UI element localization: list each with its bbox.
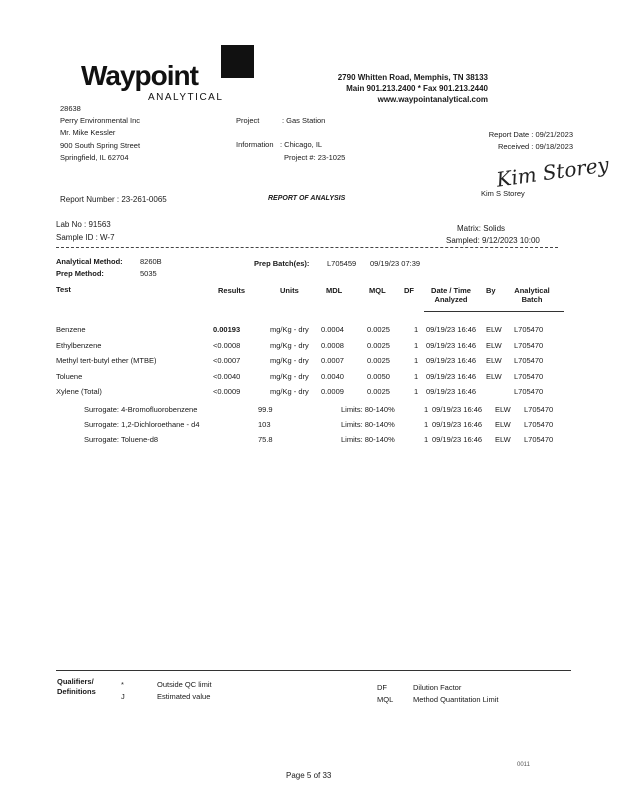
surrogate-by: ELW xyxy=(495,405,511,414)
surrogate-date: 09/19/23 16:46 xyxy=(432,420,483,429)
row-date: 09/19/23 16:46 xyxy=(426,371,477,381)
surrogate-df: 1 xyxy=(424,420,429,429)
page-stamp: 0011 xyxy=(517,762,530,768)
header-df: DF xyxy=(404,286,414,295)
qualifier-rule xyxy=(56,670,571,671)
row-result: <0.0009 xyxy=(213,387,241,396)
row-mql: 0.0050 xyxy=(367,371,390,381)
row-result: <0.0007 xyxy=(213,356,241,365)
prep-batch-date: 09/19/23 07:39 xyxy=(370,259,421,268)
qualifier-code: DF xyxy=(377,683,387,692)
row-batch: L705470 xyxy=(514,356,544,365)
client-street: 900 South Spring Street xyxy=(60,141,141,150)
project-name: : Gas Station xyxy=(282,116,326,125)
row-units: mg/Kg - dry xyxy=(270,387,309,396)
surrogate-date: 09/19/23 16:46 xyxy=(432,435,483,444)
row-test: Benzene xyxy=(56,325,86,334)
signature: Kim Storey xyxy=(494,152,611,192)
company-logo-subtitle: ANALYTICAL xyxy=(148,92,224,103)
qualifier-code: * xyxy=(121,680,124,689)
header-mql: MQL xyxy=(369,286,386,295)
row-result: <0.0008 xyxy=(213,340,241,350)
surrogate-batch: L705470 xyxy=(524,435,554,444)
report-date: Report Date : 09/21/2023 xyxy=(488,130,573,139)
client-city: Springfield, IL 62704 xyxy=(60,153,129,162)
surrogate-limits: Limits: 80-140% xyxy=(341,435,395,444)
row-df: 1 xyxy=(414,371,419,381)
header-by: By xyxy=(486,286,496,295)
row-by: ELW xyxy=(486,371,502,381)
surrogate-limits: Limits: 80-140% xyxy=(341,405,395,414)
surrogate-df: 1 xyxy=(424,435,429,444)
row-mql: 0.0025 xyxy=(367,387,390,396)
row-mdl: 0.0040 xyxy=(321,371,344,381)
sampled-date: Sampled: 9/12/2023 10:00 xyxy=(446,236,540,245)
row-batch: L705470 xyxy=(514,371,544,381)
lab-number: Lab No : 91563 xyxy=(56,220,111,229)
row-mdl: 0.0009 xyxy=(321,387,344,396)
row-mdl: 0.0008 xyxy=(321,340,344,350)
project-info: : Chicago, IL xyxy=(280,140,323,149)
signer-name: Kim S Storey xyxy=(481,189,525,198)
row-df: 1 xyxy=(414,356,419,365)
header-results: Results xyxy=(218,286,246,295)
row-date: 09/19/23 16:46 xyxy=(426,387,477,396)
row-result: 0.00193 xyxy=(213,325,241,334)
analytical-method-label: Analytical Method: xyxy=(56,257,123,266)
row-mdl: 0.0004 xyxy=(321,325,344,334)
row-mql: 0.0025 xyxy=(367,340,390,350)
company-logo: Waypoint xyxy=(81,60,198,91)
qualifier-code: MQL xyxy=(377,695,394,704)
lab-phone: Main 901.213.2400 * Fax 901.213.2440 xyxy=(346,84,488,93)
surrogate-name: Surrogate: 1,2-Dichloroethane - d4 xyxy=(84,420,200,429)
qualifier-desc: Method Quantitation Limit xyxy=(413,695,499,704)
row-df: 1 xyxy=(414,387,419,396)
project-info-label: Information xyxy=(236,140,274,149)
row-test: Ethylbenzene xyxy=(56,340,102,350)
row-date: 09/19/23 16:46 xyxy=(426,325,477,334)
row-batch: L705470 xyxy=(514,325,544,334)
row-test: Methyl tert-butyl ether (MTBE) xyxy=(56,356,157,365)
received-date: Received : 09/18/2023 xyxy=(497,142,573,151)
client-contact: Mr. Mike Kessler xyxy=(60,128,116,137)
row-test: Xylene (Total) xyxy=(56,387,102,396)
header-rule xyxy=(424,311,564,312)
row-test: Toluene xyxy=(56,371,83,381)
client-id: 28638 xyxy=(60,104,81,113)
prep-method: 5035 xyxy=(140,269,157,278)
logo-square xyxy=(221,45,254,78)
row-date: 09/19/23 16:46 xyxy=(426,340,477,350)
qualifier-code: J xyxy=(121,692,125,701)
matrix: Matrix: Solids xyxy=(457,224,506,233)
lab-website: www.waypointanalytical.com xyxy=(377,95,488,104)
row-mdl: 0.0007 xyxy=(321,356,344,365)
row-by: ELW xyxy=(486,325,502,334)
surrogate-by: ELW xyxy=(495,420,511,429)
prep-batch-id: L705459 xyxy=(327,259,357,268)
header-date: Date / Time Analyzed xyxy=(431,286,471,304)
surrogate-value: 99.9 xyxy=(258,405,273,414)
client-company: Perry Environmental Inc xyxy=(60,116,141,125)
row-mql: 0.0025 xyxy=(367,356,390,365)
sample-divider xyxy=(56,247,558,248)
surrogate-value: 75.8 xyxy=(258,435,273,444)
project-number: Project #: 23-1025 xyxy=(284,153,346,162)
surrogate-batch: L705470 xyxy=(524,405,554,414)
header-test: Test xyxy=(56,285,71,294)
row-result: <0.0040 xyxy=(213,371,241,381)
surrogate-limits: Limits: 80-140% xyxy=(341,420,395,429)
row-df: 1 xyxy=(414,340,419,350)
surrogate-df: 1 xyxy=(424,405,429,414)
report-title: REPORT OF ANALYSIS xyxy=(268,195,346,202)
row-units: mg/Kg - dry xyxy=(270,340,309,350)
header-units: Units xyxy=(280,286,299,295)
row-mql: 0.0025 xyxy=(367,325,390,334)
header-mdl: MDL xyxy=(326,286,343,295)
qualifier-desc: Dilution Factor xyxy=(413,683,462,692)
analytical-method: 8260B xyxy=(140,257,162,266)
prep-method-label: Prep Method: xyxy=(56,269,104,278)
page-number: Page 5 of 33 xyxy=(286,771,332,780)
project-label: Project xyxy=(236,116,260,125)
surrogate-value: 103 xyxy=(258,420,271,429)
row-df: 1 xyxy=(414,325,419,334)
lab-address: 2790 Whitten Road, Memphis, TN 38133 xyxy=(337,73,488,82)
surrogate-name: Surrogate: Toluene-d8 xyxy=(84,435,159,444)
qualifier-desc: Estimated value xyxy=(157,692,211,701)
qualifiers-label: Qualifiers/ Definitions xyxy=(57,677,96,696)
surrogate-batch: L705470 xyxy=(524,420,554,429)
row-units: mg/Kg - dry xyxy=(270,356,309,365)
sample-id: Sample ID : W-7 xyxy=(56,233,115,242)
prep-batch-label: Prep Batch(es): xyxy=(254,259,310,268)
row-batch: L705470 xyxy=(514,340,544,350)
surrogate-name: Surrogate: 4-Bromofluorobenzene xyxy=(84,405,198,414)
row-batch: L705470 xyxy=(514,387,544,396)
header-batch: Analytical Batch xyxy=(514,286,550,304)
surrogate-date: 09/19/23 16:46 xyxy=(432,405,483,414)
row-by: ELW xyxy=(486,356,502,365)
row-units: mg/Kg - dry xyxy=(270,325,309,334)
row-units: mg/Kg - dry xyxy=(270,371,309,381)
surrogate-by: ELW xyxy=(495,435,511,444)
row-by: ELW xyxy=(486,340,502,350)
qualifier-desc: Outside QC limit xyxy=(157,680,212,689)
row-date: 09/19/23 16:46 xyxy=(426,356,477,365)
report-number: Report Number : 23-261-0065 xyxy=(60,195,167,204)
